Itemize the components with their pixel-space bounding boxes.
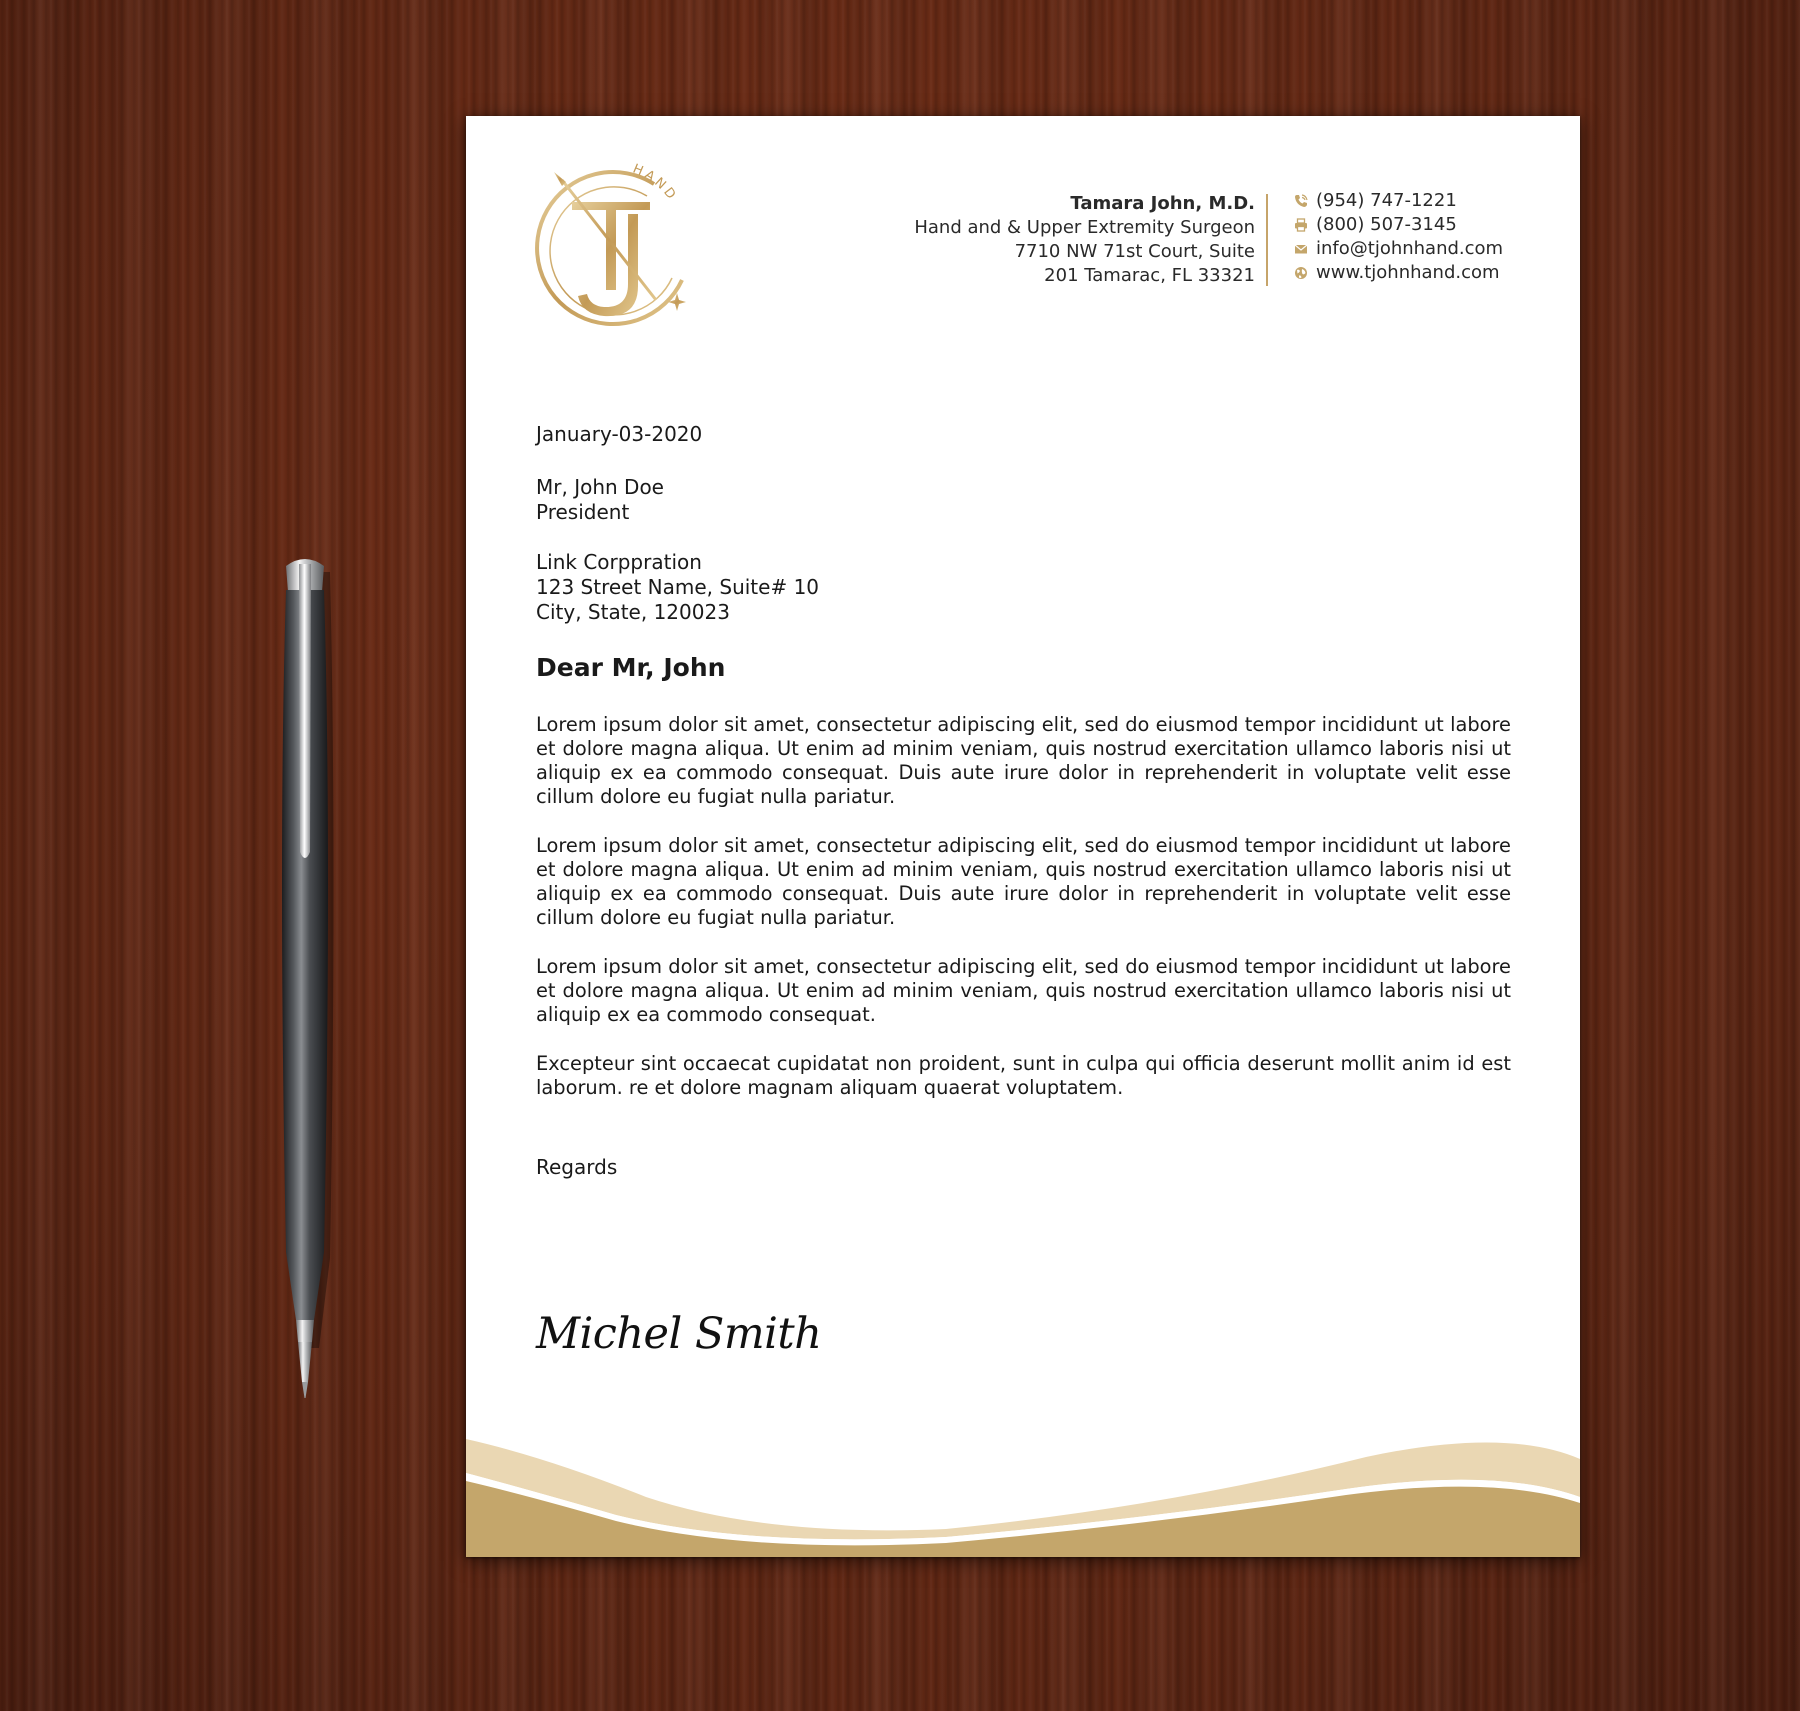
recipient-name: Mr, John Doe: [536, 475, 664, 499]
recipient-title: President: [536, 500, 630, 524]
letter-body: [536, 422, 1511, 1180]
email-icon: [1294, 242, 1308, 256]
contact-email: [1294, 237, 1503, 261]
closing: Regards: [536, 1155, 618, 1179]
letterhead-paper: [466, 116, 1580, 1557]
phone-icon: [1294, 194, 1308, 208]
body-paragraph: Lorem ipsum dolor sit amet, consectetur adipiscing elit, sed do eiusmod tempor incididunt ut labore et dolore magna aliqua. Ut enim ad minim veniam, quis nostrud exercitation ullamco laboris nisi ut aliquip ex ea commodo consequat. Duis aute irure dolor in reprehenderit in voluptate velit esse cillum dolore eu fugiat nulla pariatur.: [536, 834, 1511, 929]
pen: [270, 552, 340, 1402]
sender-info: [914, 192, 1255, 288]
contact-phone: [1294, 189, 1503, 213]
letter-date: January-03-2020: [536, 422, 703, 446]
contact-fax: [1294, 213, 1503, 237]
tj-hand-monogram-logo: [532, 160, 702, 330]
globe-icon: [1294, 266, 1308, 280]
company-name: Link Corppration: [536, 550, 702, 574]
contact-email-text[interactable]: info@tjohnhand.com: [1316, 238, 1504, 259]
body-paragraph: Lorem ipsum dolor sit amet, consectetur adipiscing elit, sed do eiusmod tempor incididunt ut labore et dolore magna aliqua. Ut enim ad minim veniam, quis nostrud exercitation ullamco laboris nisi ut aliquip ex ea commodo consequat.: [536, 955, 1511, 1026]
sender-address-line1: 7710 NW 71st Court, Suite: [1014, 241, 1255, 262]
company-address-block: [536, 550, 1511, 625]
contact-list: [1294, 189, 1503, 285]
body-paragraph: Excepteur sint occaecat cupidatat non proident, sunt in culpa qui officia deserunt mollit anim id est laborum. re et dolore magnam aliquam quaerat voluptatem.: [536, 1052, 1511, 1099]
contact-website-text[interactable]: www.tjohnhand.com: [1316, 262, 1500, 283]
contact-fax-text[interactable]: (800) 507-3145: [1316, 214, 1457, 235]
fax-icon: [1294, 218, 1308, 232]
recipient-block: [536, 475, 1511, 525]
contact-website: [1294, 261, 1503, 285]
footer-wave: [466, 1397, 1580, 1557]
contact-phone-text[interactable]: (954) 747-1221: [1316, 190, 1457, 211]
company-city: City, State, 120023: [536, 600, 730, 624]
sender-address-line2: 201 Tamarac, FL 33321: [1044, 265, 1255, 286]
signature: Michel Smith: [536, 1309, 822, 1359]
company-street: 123 Street Name, Suite# 10: [536, 575, 820, 599]
header-divider: [1266, 194, 1268, 286]
sender-title: Hand and & Upper Extremity Surgeon: [914, 217, 1255, 238]
salutation: Dear Mr, John: [536, 653, 726, 682]
sender-name: Tamara John, M.D.: [1070, 193, 1255, 214]
body-paragraph: Lorem ipsum dolor sit amet, consectetur adipiscing elit, sed do eiusmod tempor incididunt ut labore et dolore magna aliqua. Ut enim ad minim veniam, quis nostrud exercitation ullamco laboris nisi ut aliquip ex ea commodo consequat. Duis aute irure dolor in reprehenderit in voluptate velit esse cillum dolore eu fugiat nulla pariatur.: [536, 713, 1511, 808]
svg-text:HAND: HAND: [630, 161, 681, 205]
